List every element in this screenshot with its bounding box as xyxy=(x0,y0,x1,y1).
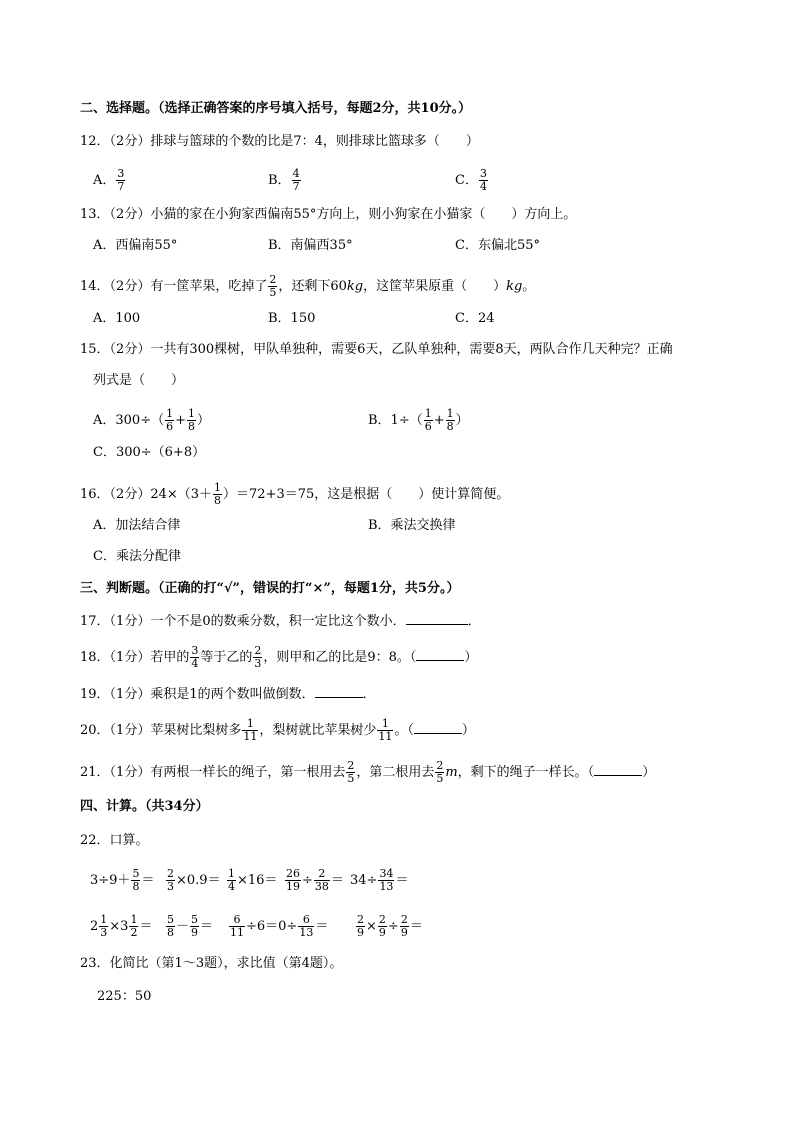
calc-row2-expr2: $\frac{5}{8}$ － $\frac{5}{9}$ ＝ xyxy=(167,913,214,939)
q14-option-b: B．150 xyxy=(268,311,316,326)
q23-ratio-1: 225：50 xyxy=(97,989,152,1004)
q14-stem: 14．（2分）有一筐苹果，吃掉了 $\frac{2}{5}$ ，还剩下60kg，这筐苹果原重（ ）kg。 xyxy=(80,273,536,299)
q17: 17．（1分）一个不是0的数乘分数，积一定比这个数小． ． xyxy=(80,614,481,629)
calc-row1-expr5: 34÷ $\frac{34}{13}$ ＝ xyxy=(350,867,409,893)
q15-stem: 15．（2分）一共有300棵树，甲队单独种，需要6天，乙队单独种，需要8天，两队合作几天种完？正确 xyxy=(80,342,673,357)
calc-row1-expr2: $\frac{2}{3}$ ×0.9＝ xyxy=(167,867,221,893)
calc-row1-expr3: $\frac{1}{4}$ ×16＝ xyxy=(228,867,278,893)
q15-option-c: C．300÷（6+8） xyxy=(93,445,206,460)
calc-row2-expr4: $\frac{2}{9}$ × $\frac{2}{9}$ ÷ $\frac{2}{9}$ ＝ xyxy=(357,913,423,939)
q18-answer-blank[interactable] xyxy=(416,648,464,661)
q21-answer-blank[interactable] xyxy=(594,763,642,776)
q20: 20．（1分）苹果树比梨树多 $\frac{1}{11}$ ，梨树就比苹果树少 $\frac{1}{11}$ 。（ ） xyxy=(80,717,475,743)
q15-stem-cont: 列式是（ ） xyxy=(93,373,185,388)
q16-option-a: A．加法结合律 xyxy=(93,518,181,533)
q16-stem: 16．（2分）24×（3＋ $\frac{1}{8}$ ）＝72+3＝75，这是根据（ ）使计算简便。 xyxy=(80,481,510,507)
q13-option-b: B．南偏西35° xyxy=(268,238,353,253)
calc-row2-expr3: $\frac{6}{11}$ ÷6＝0÷ $\frac{6}{13}$ ＝ xyxy=(230,913,329,939)
q12-option-c: C． $\frac{3}{4}$ xyxy=(455,167,487,193)
section-4-title: 四、计算。（共34分） xyxy=(80,799,209,814)
q19: 19．（1分）乘积是1的两个数叫做倒数． ． xyxy=(80,687,376,702)
q12-stem: 12．（2分）排球与篮球的个数的比是7：4，则排球比篮球多（ ） xyxy=(80,134,479,149)
q22-title: 22．口算。 xyxy=(80,833,149,848)
q23-title: 23．化简比（第1～3题），求比值（第4题）。 xyxy=(80,956,343,971)
q15-option-a: A．300÷（ $\frac{1}{6}$ + $\frac{1}{8}$ ） xyxy=(93,407,211,433)
q12-option-a: A． $\frac{3}{7}$ xyxy=(93,167,125,193)
section-2-title: 二、选择题。（选择正确答案的序号填入括号，每题2分，共10分。） xyxy=(80,101,472,116)
q16-option-b: B．乘法交换律 xyxy=(368,518,456,533)
calc-row2-expr1: 2 $\frac{1}{3}$ ×3 $\frac{1}{2}$ ＝ xyxy=(90,913,153,939)
q13-stem: 13．（2分）小猫的家在小狗家西偏南55°方向上，则小狗家在小猫家（ ）方向上。 xyxy=(80,207,577,222)
section-3-title: 三、判断题。（正确的打“√”，错误的打“×”，每题1分，共5分。） xyxy=(80,581,460,596)
q13-option-c: C．东偏北55° xyxy=(455,238,540,253)
q12-option-b: B． $\frac{4}{7}$ xyxy=(268,167,300,193)
q18: 18．（1分）若甲的 $\frac{3}{4}$ 等于乙的 $\frac{2}{3}$ ，则甲和乙的比是9：8。（ ） xyxy=(80,644,478,670)
q21: 21．（1分）有两根一样长的绳子，第一根用去 $\frac{2}{5}$ ，第二根用去 $\frac{2}{5}$ m，剩下的绳子一样长。（ ） xyxy=(80,759,656,785)
q16-option-c: C．乘法分配律 xyxy=(93,549,181,564)
q14-option-a: A．100 xyxy=(93,311,141,326)
q19-answer-blank[interactable] xyxy=(315,685,363,698)
q13-option-a: A．西偏南55° xyxy=(93,238,178,253)
calc-row1-expr4: $\frac{26}{19}$ ÷ $\frac{2}{38}$ ＝ xyxy=(286,867,344,893)
q20-answer-blank[interactable] xyxy=(414,721,462,734)
q14-option-c: C．24 xyxy=(455,311,495,326)
q15-option-b: B．1÷（ $\frac{1}{6}$ + $\frac{1}{8}$ ） xyxy=(368,407,469,433)
calc-row1-expr1: 3÷9＋ $\frac{5}{8}$ ＝ xyxy=(90,867,155,893)
q17-answer-blank[interactable] xyxy=(406,612,468,625)
